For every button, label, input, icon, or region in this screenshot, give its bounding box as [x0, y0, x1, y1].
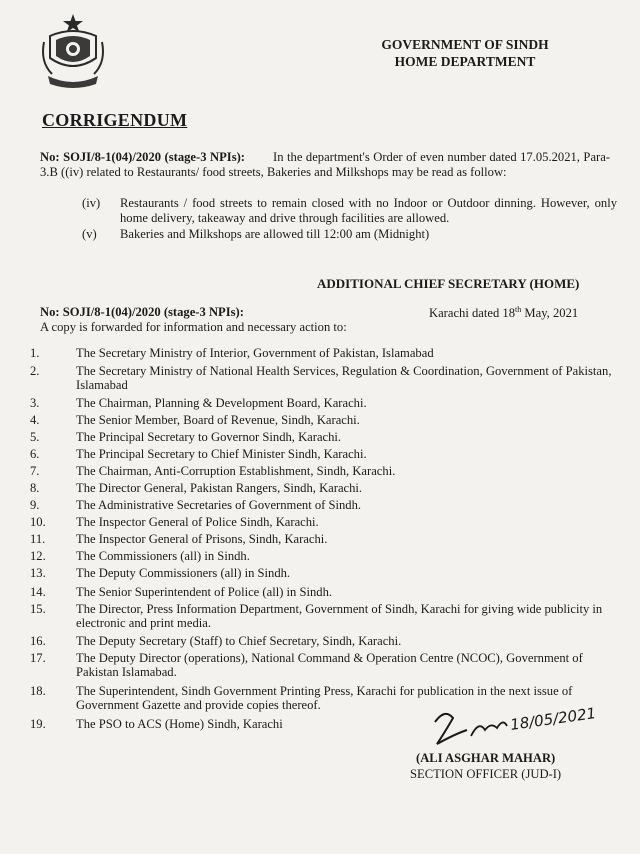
list-item-number: 14.	[30, 585, 46, 599]
list-item-number: 16.	[30, 634, 46, 648]
list-item	[30, 465, 620, 479]
list-item	[30, 448, 620, 462]
list-item-number: 4.	[30, 413, 40, 427]
list-item-number: 13.	[30, 566, 46, 580]
list-item	[30, 533, 620, 547]
sub-item	[82, 196, 617, 225]
forward-reference: No: SOJI/8-1(04)/2020 (stage-3 NPIs):	[40, 305, 244, 319]
list-item	[30, 482, 620, 496]
government-name: GOVERNMENT OF SINDH	[381, 37, 549, 52]
list-item-text: The Principal Secretary to Governor Sindh, Karachi.	[76, 430, 342, 444]
list-item-number: 1.	[30, 346, 40, 360]
list-item-text: The Commissioners (all) in Sindh.	[76, 549, 250, 563]
issuing-authority: ADDITIONAL CHIEF SECRETARY (HOME)	[317, 276, 580, 291]
list-item-number: 19.	[30, 717, 46, 731]
list-item	[30, 586, 620, 600]
signature-date: 18/05/2021	[509, 704, 598, 734]
list-item-text: The Inspector General of Prisons, Sindh, Karachi.	[76, 532, 328, 546]
list-item-text: The Superintendent, Sindh Government Printing Press, Karachi for publication in the next issue of Government Gazette and provide copies thereof.	[76, 684, 573, 712]
list-item-text: The Administrative Secretaries of Government of Sindh.	[76, 498, 362, 512]
list-item-number: 5.	[30, 430, 40, 444]
list-item-number: 18.	[30, 684, 46, 698]
list-item-text: The Senior Member, Board of Revenue, Sindh, Karachi.	[76, 413, 360, 427]
sindh-seal-icon	[38, 12, 108, 90]
list-item-number: 8.	[30, 481, 40, 495]
list-item-text: The Chairman, Anti-Corruption Establishment, Sindh, Karachi.	[76, 464, 396, 478]
order-text: In the department's Order of even number dated 17.05.2021, Para-3.B ((iv) related to Restaurants/ food streets, Bakeries and Milkshops may be read as follow:	[40, 150, 611, 179]
list-item-text: The Director, Press Information Department, Government of Sindh, Karachi for giving wide publicity in electronic and print media.	[76, 602, 603, 630]
list-item-text: The Deputy Commissioners (all) in Sindh.	[76, 566, 291, 580]
list-item-text: The Chairman, Planning & Development Board, Karachi.	[76, 396, 367, 410]
list-item	[30, 567, 620, 581]
sub-item-text: Bakeries and Milkshops are allowed till 12:00 am (Midnight)	[120, 227, 430, 241]
list-item	[30, 431, 620, 445]
government-header	[350, 36, 580, 70]
list-item-text: The Secretary Ministry of National Health Services, Regulation & Coordination, Government of Pakistan, Islamabad	[76, 364, 612, 392]
list-item-text: The Deputy Secretary (Staff) to Chief Secretary, Sindh, Karachi.	[76, 634, 402, 648]
list-item-number: 17.	[30, 651, 46, 665]
list-item-number: 11.	[30, 532, 46, 546]
list-item	[30, 652, 620, 680]
list-item-number: 3.	[30, 396, 40, 410]
page-title: CORRIGENDUM	[42, 110, 188, 130]
list-item	[30, 397, 620, 411]
list-item-number: 7.	[30, 464, 40, 478]
list-item-number: 15.	[30, 602, 46, 616]
order-reference: No: SOJI/8-1(04)/2020 (stage-3 NPIs):	[40, 150, 245, 164]
list-item-number: 9.	[30, 498, 40, 512]
sub-item-text: Restaurants / food streets to remain closed with no Indoor or Outdoor dinning. However, only home delivery, takeaway and drive through facilities are allowed.	[120, 196, 617, 225]
order-paragraph	[40, 150, 610, 180]
sub-item-number: (iv)	[82, 196, 101, 210]
list-item-text: The Senior Superintendent of Police (all) in Sindh.	[76, 585, 333, 599]
list-item	[30, 347, 620, 361]
list-item-text: The Principal Secretary to Chief Minister Sindh, Karachi.	[76, 447, 367, 461]
list-item-text: The Deputy Director (operations), National Command & Operation Centre (NCOC), Government of Pakistan Islamabad.	[76, 651, 583, 679]
department-name: HOME DEPARTMENT	[394, 54, 536, 69]
list-item	[30, 414, 620, 428]
list-item	[30, 550, 620, 564]
list-item-text: The Director General, Pakistan Rangers, Sindh, Karachi.	[76, 481, 363, 495]
list-item	[30, 603, 620, 631]
list-item-number: 10.	[30, 515, 46, 529]
list-item	[30, 499, 620, 513]
sub-item-number: (v)	[82, 227, 97, 241]
forward-date: Karachi dated 18th May, 2021	[429, 305, 579, 321]
list-item-number: 12.	[30, 549, 46, 563]
list-item	[30, 365, 620, 393]
sub-item	[82, 227, 617, 242]
copy-forward-line: A copy is forwarded for information and necessary action to:	[40, 320, 347, 334]
list-item-number: 6.	[30, 447, 40, 461]
list-item-text: The Inspector General of Police Sindh, Karachi.	[76, 515, 319, 529]
signatory-name: (ALI ASGHAR MAHAR)	[416, 751, 556, 765]
signatory-designation: SECTION OFFICER (JUD-I)	[410, 767, 562, 781]
list-item-text: The Secretary Ministry of Interior, Government of Pakistan, Islamabad	[76, 346, 434, 360]
list-item-text: The PSO to ACS (Home) Sindh, Karachi	[76, 717, 283, 731]
list-item	[30, 516, 620, 530]
list-item	[30, 635, 620, 649]
list-item-number: 2.	[30, 364, 40, 378]
